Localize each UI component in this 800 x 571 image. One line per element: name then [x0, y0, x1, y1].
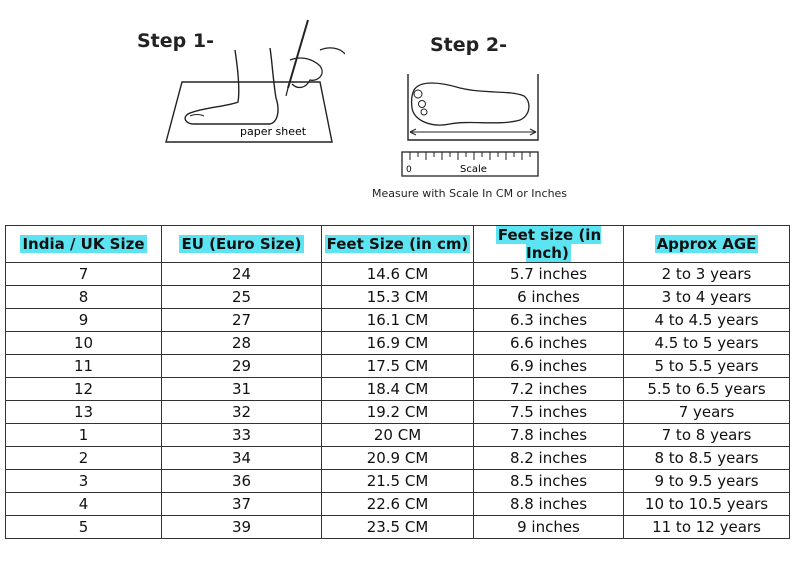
cell-india-uk-size: 1: [6, 424, 162, 447]
cell-feet-size-cm: 16.1 CM: [322, 309, 474, 332]
cell-eu-size: 24: [162, 263, 322, 286]
cell-feet-size-inch: 8.8 inches: [474, 493, 624, 516]
cell-approx-age: 11 to 12 years: [624, 516, 790, 539]
cell-eu-size: 27: [162, 309, 322, 332]
cell-feet-size-cm: 21.5 CM: [322, 470, 474, 493]
cell-feet-size-cm: 17.5 CM: [322, 355, 474, 378]
cell-india-uk-size: 4: [6, 493, 162, 516]
svg-text:0: 0: [406, 165, 412, 175]
cell-eu-size: 25: [162, 286, 322, 309]
header-feet-size-inch: Feet size (in Inch): [474, 226, 624, 263]
cell-india-uk-size: 7: [6, 263, 162, 286]
size-chart-table: [5, 225, 790, 539]
cell-india-uk-size: 13: [6, 401, 162, 424]
cell-feet-size-cm: 19.2 CM: [322, 401, 474, 424]
cell-feet-size-inch: 7.8 inches: [474, 424, 624, 447]
cell-feet-size-inch: 6 inches: [474, 286, 624, 309]
cell-eu-size: 29: [162, 355, 322, 378]
cell-feet-size-inch: 8.2 inches: [474, 447, 624, 470]
cell-feet-size-inch: 6.3 inches: [474, 309, 624, 332]
cell-eu-size: 37: [162, 493, 322, 516]
table-row: [6, 286, 790, 309]
cell-india-uk-size: 12: [6, 378, 162, 401]
measure-caption: Measure with Scale In CM or Inches: [372, 187, 568, 200]
step2-title: Step 2-: [430, 34, 507, 56]
cell-india-uk-size: 8: [6, 286, 162, 309]
cell-eu-size: 32: [162, 401, 322, 424]
foot-tracing-illustration: [160, 10, 345, 150]
header-india-uk-size: India / UK Size: [6, 226, 162, 263]
table-row: [6, 263, 790, 286]
cell-feet-size-cm: 18.4 CM: [322, 378, 474, 401]
cell-eu-size: 31: [162, 378, 322, 401]
cell-approx-age: 4.5 to 5 years: [624, 332, 790, 355]
cell-approx-age: 7 to 8 years: [624, 424, 790, 447]
cell-feet-size-cm: 15.3 CM: [322, 286, 474, 309]
cell-feet-size-cm: 22.6 CM: [322, 493, 474, 516]
cell-feet-size-inch: 6.9 inches: [474, 355, 624, 378]
header-eu-size: EU (Euro Size): [162, 226, 322, 263]
cell-feet-size-cm: 14.6 CM: [322, 263, 474, 286]
cell-feet-size-inch: 9 inches: [474, 516, 624, 539]
cell-approx-age: 3 to 4 years: [624, 286, 790, 309]
cell-feet-size-cm: 23.5 CM: [322, 516, 474, 539]
cell-eu-size: 33: [162, 424, 322, 447]
table-row: [6, 516, 790, 539]
scale-label: Scale: [460, 164, 487, 175]
table-row: [6, 309, 790, 332]
header-approx-age: Approx AGE: [624, 226, 790, 263]
cell-feet-size-inch: 7.5 inches: [474, 401, 624, 424]
cell-approx-age: 10 to 10.5 years: [624, 493, 790, 516]
cell-feet-size-inch: 5.7 inches: [474, 263, 624, 286]
table-row: [6, 493, 790, 516]
cell-feet-size-inch: 6.6 inches: [474, 332, 624, 355]
header-feet-size-cm: Feet Size (in cm): [322, 226, 474, 263]
cell-approx-age: 7 years: [624, 401, 790, 424]
table-row: [6, 470, 790, 493]
cell-india-uk-size: 2: [6, 447, 162, 470]
table-row: [6, 447, 790, 470]
table-row: [6, 424, 790, 447]
cell-feet-size-cm: 20 CM: [322, 424, 474, 447]
cell-india-uk-size: 9: [6, 309, 162, 332]
cell-approx-age: 9 to 9.5 years: [624, 470, 790, 493]
cell-eu-size: 39: [162, 516, 322, 539]
table-header-row: [6, 226, 790, 263]
step1-title: Step 1-: [137, 30, 214, 52]
foot-measuring-illustration: [400, 60, 545, 180]
cell-feet-size-inch: 7.2 inches: [474, 378, 624, 401]
cell-approx-age: 2 to 3 years: [624, 263, 790, 286]
cell-india-uk-size: 5: [6, 516, 162, 539]
table-row: [6, 401, 790, 424]
cell-india-uk-size: 3: [6, 470, 162, 493]
cell-approx-age: 5.5 to 6.5 years: [624, 378, 790, 401]
cell-feet-size-cm: 20.9 CM: [322, 447, 474, 470]
cell-eu-size: 28: [162, 332, 322, 355]
cell-feet-size-inch: 8.5 inches: [474, 470, 624, 493]
table-row: [6, 355, 790, 378]
paper-sheet-label: paper sheet: [240, 125, 307, 138]
table-row: [6, 378, 790, 401]
cell-eu-size: 34: [162, 447, 322, 470]
table-row: [6, 332, 790, 355]
cell-eu-size: 36: [162, 470, 322, 493]
cell-india-uk-size: 11: [6, 355, 162, 378]
cell-approx-age: 4 to 4.5 years: [624, 309, 790, 332]
cell-approx-age: 8 to 8.5 years: [624, 447, 790, 470]
cell-feet-size-cm: 16.9 CM: [322, 332, 474, 355]
cell-approx-age: 5 to 5.5 years: [624, 355, 790, 378]
cell-india-uk-size: 10: [6, 332, 162, 355]
